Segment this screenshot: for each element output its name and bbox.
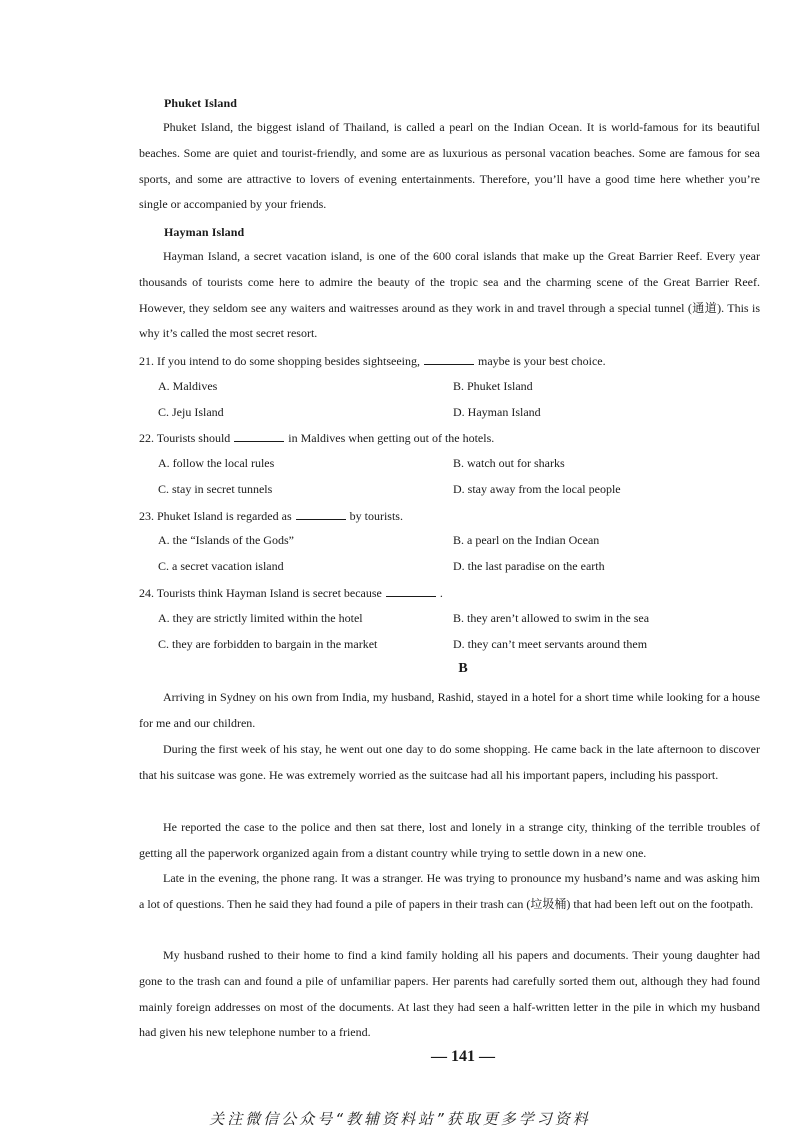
option-23-d: D. the last paradise on the earth [453,559,605,573]
option-23-c: C. a secret vacation island [158,559,284,573]
question-22-stem: 22. Tourists should [139,431,231,445]
option-24-a: A. they are strictly limited within the hotel [158,611,363,625]
option-23-b: B. a pearl on the Indian Ocean [453,533,600,547]
section-b-paragraph-2: During the first week of his stay, he went out one day to do some shopping. He came back in the late afternoon to discover that his suitcase was gone. He was extremely worried as the suitcase had all his important papers, including his passport. [139,742,760,782]
answer-blank [296,508,346,520]
option-21-b: B. Phuket Island [453,379,533,393]
option-21-c: C. Jeju Island [158,405,224,419]
answer-blank [234,430,284,442]
question-22-stem-end: in Maldives when getting out of the hotels. [288,431,495,445]
hayman-heading: Hayman Island [164,225,245,239]
option-21-d: D. Hayman Island [453,405,541,419]
hayman-paragraph: Hayman Island, a secret vacation island, is one of the 600 coral islands that make up the Great Barrier Reef. Every year thousands of tourists come here to admire the beauty of the tropic sea and the charming scene of the Great Barrier Reef. However, they seldom see any waiters and waitresses around as they work in and travel through a special tunnel (通道). This is why it’s called the most secret resort. [139,249,760,341]
section-b-paragraph-4: Late in the evening, the phone rang. It was a stranger. He was trying to pronounce my husband’s name and was asking him a lot of questions. Then he said they had found a pile of papers in their trash can (垃圾桶) that had been left out on the footpath. [139,871,760,911]
option-24-d: D. they can’t meet servants around them [453,637,648,651]
page-number: — 141 — [431,1048,495,1065]
question-21-stem-end: maybe is your best choice. [477,354,606,368]
phuket-heading: Phuket Island [164,96,237,110]
answer-blank [386,585,436,597]
section-b-paragraph-5: My husband rushed to their home to find a kind family holding all his papers and documents. Their young daughter had gone to the trash can and found a pile of unfamiliar papers. Her parents had carefully sorted them out, although they had found mainly foreign addresses on most of the documents. At last they had seen a half-written letter in the pile in which my husband had given his new telephone number to a friend. [139,948,760,1040]
option-22-b: B. watch out for sharks [453,456,565,470]
question-23-stem-end: by tourists. [349,509,403,523]
footer-note: 关注微信公众号“教辅资料站”获取更多学习资料 [209,1110,591,1128]
option-24-b: B. they aren’t allowed to swim in the sea [453,611,650,625]
section-b-paragraph-3: He reported the case to the police and then sat there, lost and lonely in a strange city, thinking of the terrible troubles of getting all the paperwork organized again from a distant country while trying to settle down in a new one. [139,820,760,860]
option-24-c: C. they are forbidden to bargain in the market [158,637,378,651]
phuket-paragraph: Phuket Island, the biggest island of Thailand, is called a pearl on the Indian Ocean. It is world-famous for its beautiful beaches. Some are quiet and tourist-friendly, and some are as luxurious as personal vacation beaches. Some are famous for sea sports, and some are attractive to lovers of evening entertainments. Therefore, you’ll have a good time here whether you’re single or accompanied by your friends. [139,120,760,212]
option-22-d: D. stay away from the local people [453,482,621,496]
option-23-a: A. the “Islands of the Gods” [158,533,294,547]
section-b-title: B [458,661,468,676]
question-24 [139,585,443,601]
question-21 [139,353,606,369]
question-24-stem: 24. Tourists think Hayman Island is secret because [139,586,382,600]
question-21-stem: 21. If you intend to do some shopping besides sightseeing, [139,354,420,368]
option-22-a: A. follow the local rules [158,456,275,470]
option-22-c: C. stay in secret tunnels [158,482,273,496]
question-24-stem-end: . [439,586,443,600]
answer-blank [424,353,474,365]
option-21-a: A. Maldives [158,379,218,393]
question-22 [139,430,494,446]
section-b-paragraph-1: Arriving in Sydney on his own from India, my husband, Rashid, stayed in a hotel for a short time while looking for a house for me and our children. [139,690,760,730]
question-23 [139,508,403,524]
question-23-stem: 23. Phuket Island is regarded as [139,509,292,523]
